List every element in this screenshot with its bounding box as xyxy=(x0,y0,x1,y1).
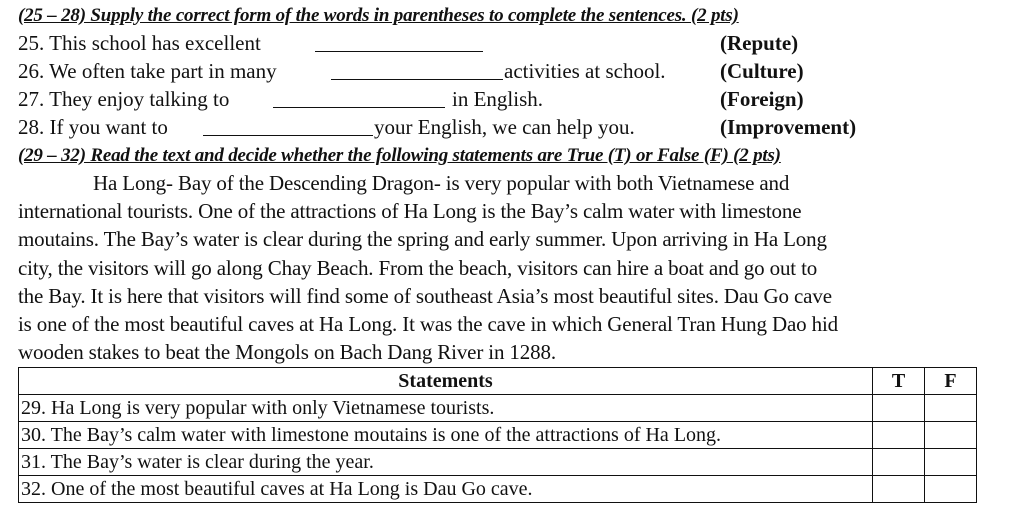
false-answer-cell[interactable] xyxy=(925,395,977,422)
word-hint: (Improvement) xyxy=(720,115,857,139)
question-text-after: activities at school. xyxy=(504,59,666,83)
passage-line: wooden stakes to beat the Mongols on Bach Dang River in 1288. xyxy=(18,340,556,365)
passage-line: the Bay. It is here that visitors will find some of southeast Asia’s most beautiful sites. Dau Go cave xyxy=(18,283,832,308)
word-hint: (Repute) xyxy=(720,31,799,55)
statement-cell: 29. Ha Long is very popular with only Vietnamese tourists. xyxy=(19,395,873,422)
table-row xyxy=(19,422,977,449)
passage-line: city, the visitors will go along Chay Beach. From the beach, visitors can hire a boat and go out to xyxy=(18,255,818,280)
table-row xyxy=(19,449,977,476)
true-answer-cell[interactable] xyxy=(873,422,925,449)
answer-blank[interactable] xyxy=(315,51,483,52)
answer-blank[interactable] xyxy=(331,79,503,80)
passage-line: moutains. The Bay’s water is clear during the spring and early summer. Upon arriving in Ha Long xyxy=(18,227,827,252)
table-row xyxy=(19,395,977,422)
false-answer-cell[interactable] xyxy=(925,449,977,476)
answer-blank[interactable] xyxy=(273,107,445,108)
true-answer-cell[interactable] xyxy=(873,476,925,503)
true-answer-cell[interactable] xyxy=(873,449,925,476)
question-28 xyxy=(18,115,1008,143)
false-answer-cell[interactable] xyxy=(925,476,977,503)
statements-table xyxy=(18,367,977,503)
statements-header: Statements xyxy=(19,368,873,395)
table-row xyxy=(19,476,977,503)
answer-blank[interactable] xyxy=(203,135,373,136)
question-text-after: your English, we can help you. xyxy=(374,115,635,139)
question-text: 27. They enjoy talking to xyxy=(18,87,230,111)
question-26 xyxy=(18,59,1008,87)
question-text: 25. This school has excellent xyxy=(18,31,261,55)
question-25 xyxy=(18,31,1008,59)
passage-line: is one of the most beautiful caves at Ha Long. It was the cave in which General Tran Hung Dao hid xyxy=(18,311,838,336)
reading-passage xyxy=(18,169,1008,366)
section1-heading: (25 – 28) Supply the correct form of the words in parentheses to complete the sentences. (2 pts) xyxy=(18,5,739,26)
word-hint: (Foreign) xyxy=(720,87,804,111)
question-text-after: in English. xyxy=(452,87,544,111)
statement-cell: 32. One of the most beautiful caves at Ha Long is Dau Go cave. xyxy=(19,476,873,503)
false-header: F xyxy=(925,368,977,395)
true-header: T xyxy=(873,368,925,395)
passage-line: international tourists. One of the attractions of Ha Long is the Bay’s calm water with limestone xyxy=(18,199,802,224)
statement-cell: 31. The Bay’s water is clear during the year. xyxy=(19,449,873,476)
passage-line: Ha Long- Bay of the Descending Dragon- is very popular with both Vietnamese and xyxy=(93,171,790,195)
table-header-row xyxy=(19,368,977,395)
word-hint: (Culture) xyxy=(720,59,804,83)
section2-heading: (29 – 32) Read the text and decide whether the following statements are True (T) or False (F) (2 pts) xyxy=(18,145,781,166)
statement-cell: 30. The Bay’s calm water with limestone moutains is one of the attractions of Ha Long. xyxy=(19,422,873,449)
true-answer-cell[interactable] xyxy=(873,395,925,422)
false-answer-cell[interactable] xyxy=(925,422,977,449)
question-text: 26. We often take part in many xyxy=(18,59,277,83)
question-27 xyxy=(18,87,1008,115)
question-text: 28. If you want to xyxy=(18,115,168,139)
